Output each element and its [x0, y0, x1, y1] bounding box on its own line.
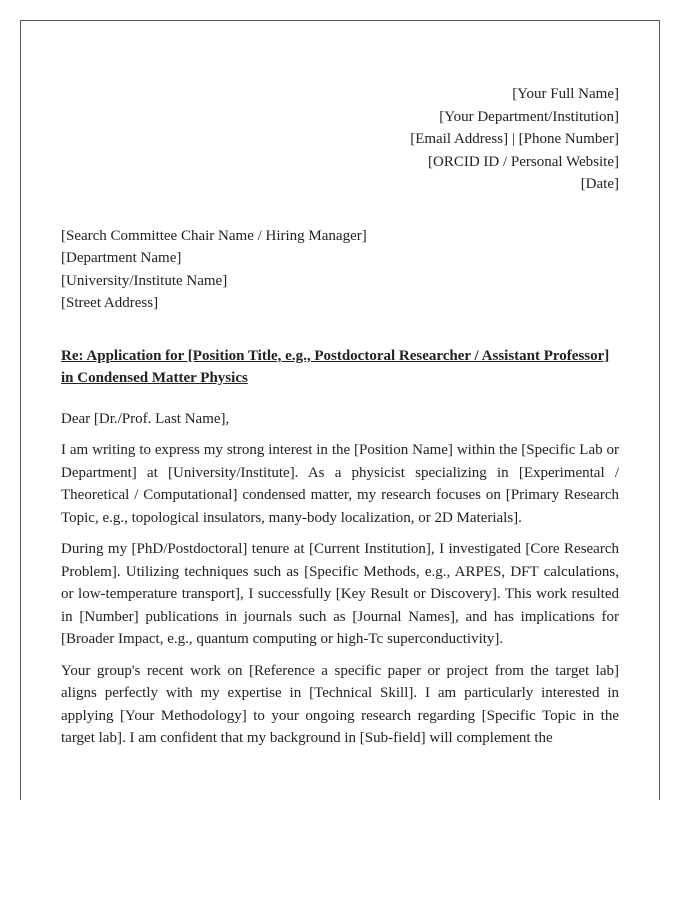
recipient-street: [Street Address]: [61, 295, 159, 311]
recipient-block: [61, 225, 619, 315]
paragraph-intro: I am writing to express my strong interest in the [Position Name] within the [Specific Lab or Department] at [University/Institute]. As a physicist specializing in [Experimental / Theoretical / Computational] condensed matter, my research focuses on [Primary Research Topic, e.g., topological insulators, many-body localization, or 2D Materials].: [61, 442, 619, 526]
letter-date: [Date]: [580, 176, 619, 192]
document-page: [20, 20, 660, 800]
paragraph-research: During my [PhD/Postdoctoral] tenure at [Current Institution], I investigated [Core Research Problem]. Utilizing techniques such as [Specific Methods, e.g., ARPES, DFT calculations, or low-temperature transport], I successfully [Key Result or Discovery]. This work resulted in [Number] publications in journals such as [Journal Names], and has implications for [Broader Impact, e.g., quantum computing or high-Tc superconductivity].: [61, 541, 619, 647]
recipient-institution: [University/Institute Name]: [61, 272, 228, 289]
sender-block: [61, 83, 619, 196]
letter-body: [61, 83, 619, 750]
sender-department: [Your Department/Institution]: [439, 108, 619, 125]
sender-name: [Your Full Name]: [512, 86, 619, 102]
paragraph-fit: Your group's recent work on [Reference a specific paper or project from the target lab] aligns perfectly with my expertise in [Technical Skill]. I am particularly interested in applying [Your Methodology] to your ongoing research regarding [Specific Topic in the target lab]. I am confident that my background in [Sub-field] will complement the: [61, 662, 619, 746]
recipient-name: [Search Committee Chair Name / Hiring Manager]: [61, 227, 367, 244]
sender-website: [ORCID ID / Personal Website]: [428, 153, 619, 170]
subject-line: Re: Application for [Position Title, e.g., Postdoctoral Researcher / Assistant Professor] in Condensed Matter Physics: [61, 347, 610, 386]
recipient-department: [Department Name]: [61, 250, 182, 266]
salutation: Dear [Dr./Prof. Last Name],: [61, 410, 230, 427]
sender-contact: [Email Address] | [Phone Number]: [410, 131, 619, 147]
